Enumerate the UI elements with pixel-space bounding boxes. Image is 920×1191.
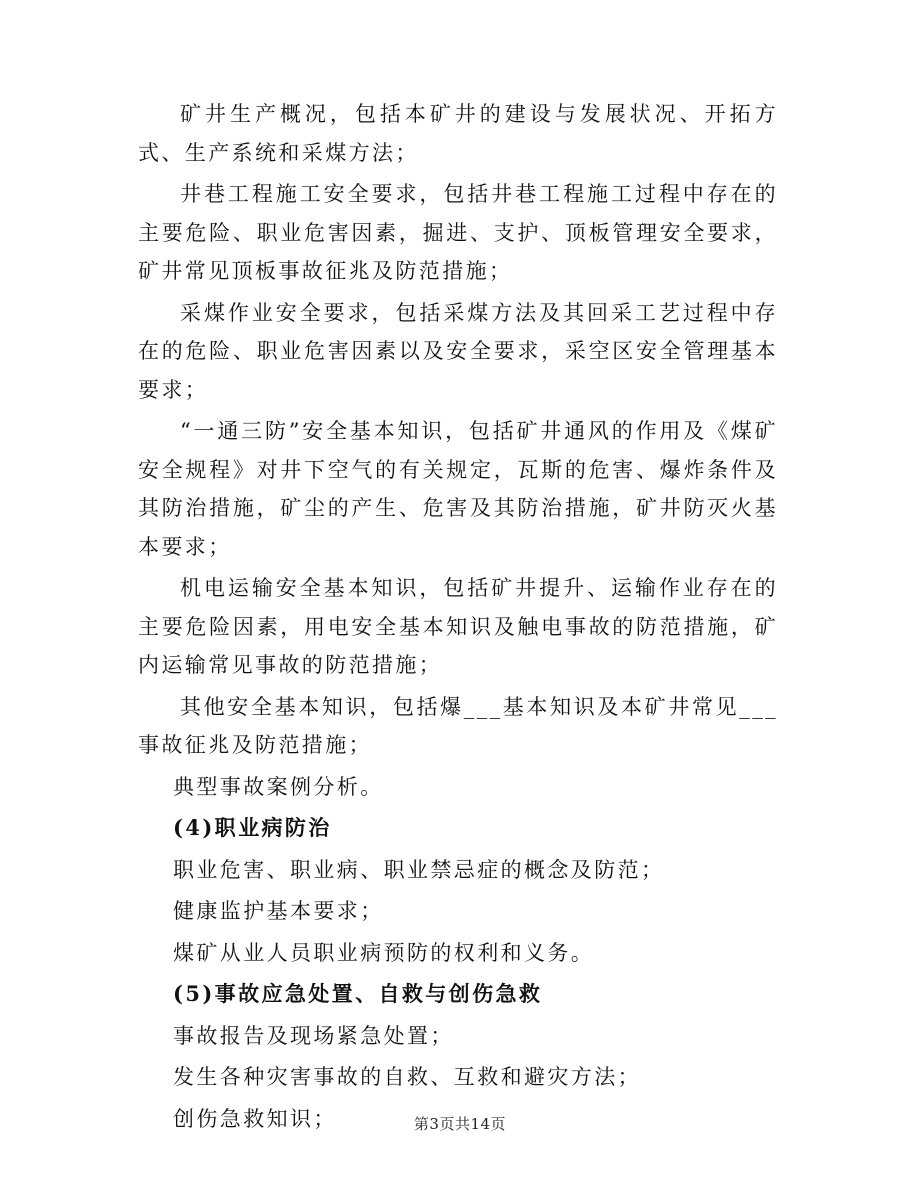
paragraph-accident-reporting: 事故报告及现场紧急处置； [173, 1023, 454, 1048]
paragraph-other-safety: 其他安全基本知识，包括爆___基本知识及本矿井常见___事故征兆及防范措施； [138, 694, 778, 757]
paragraph-shaft-safety: 井巷工程施工安全要求，包括井巷工程施工过程中存在的主要危险、职业危害因素，掘进、支护、顶板管理安全要求，矿井常见顶板事故征兆及防范措施； [138, 182, 778, 283]
paragraph-case-analysis: 典型事故案例分析。 [173, 774, 384, 799]
section-heading-emergency-response: (5)事故应急处置、自救与创伤急救 [173, 981, 543, 1006]
paragraph-first-aid: 创伤急救知识； [173, 1106, 337, 1131]
paragraph-self-rescue: 发生各种灾害事故的自救、互救和避灾方法； [173, 1065, 641, 1089]
paragraph-mining-safety: 采煤作业安全要求，包括采煤方法及其回采工艺过程中存在的危险、职业危害因素以及安全要求，采空区安全管理基本要求； [138, 300, 778, 402]
section-heading-occupational-disease: (4)职业病防治 [173, 815, 332, 840]
document-body [138, 95, 778, 1141]
paragraph-mine-overview: 矿井生产概况，包括本矿井的建设与发展状况、开拓方式、生产系统和采煤方法； [138, 102, 778, 165]
page-number-footer: 第3页共14页 [413, 1115, 507, 1133]
paragraph-health-monitoring: 健康监护基本要求； [173, 899, 384, 923]
paragraph-electromechanical-safety: 机电运输安全基本知识，包括矿井提升、运输作业存在的主要危险因素，用电安全基本知识及触电事故的防范措施，矿内运输常见事故的防范措施； [138, 576, 778, 677]
paragraph-worker-rights: 煤矿从业人员职业病预防的权利和义务。 [173, 940, 595, 965]
paragraph-ventilation-safety: “一通三防”安全基本知识，包括矿井通风的作用及《煤矿安全规程》对井下空气的有关规定，瓦斯的危害、爆炸条件及其防治措施，矿尘的产生、危害及其防治措施，矿井防灭火基本要求； [138, 419, 778, 559]
paragraph-occupational-hazards: 职业危害、职业病、职业禁忌症的概念及防范； [173, 857, 665, 882]
